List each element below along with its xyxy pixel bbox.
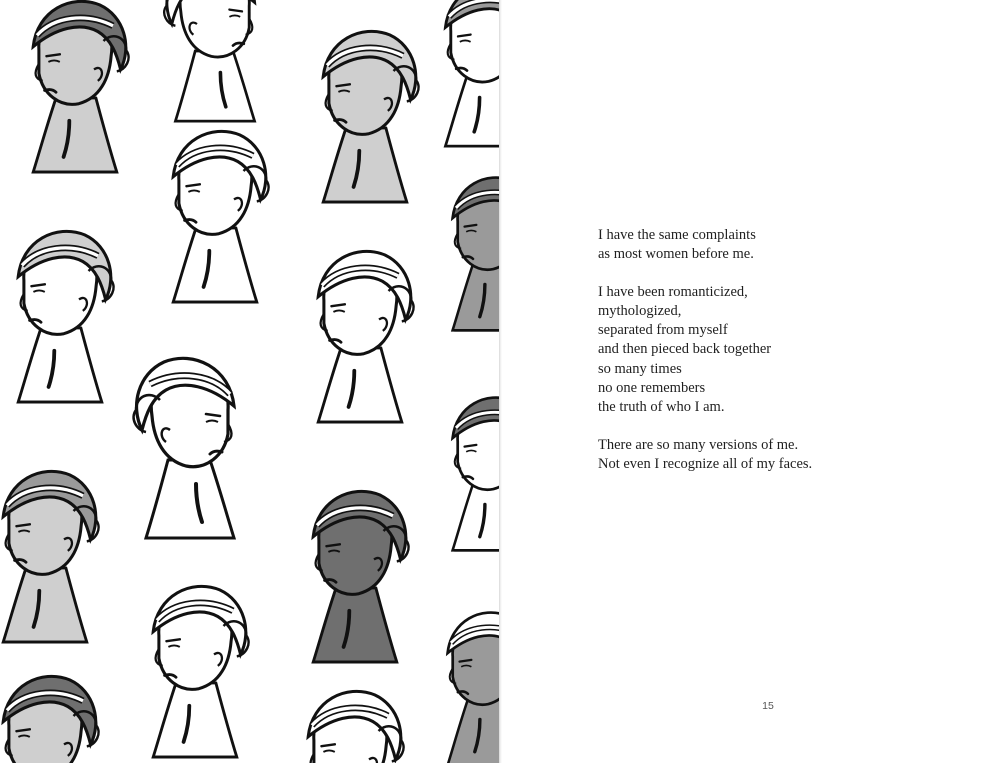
poem-stanza-3 [598, 436, 958, 474]
bust-head-illustration [445, 0, 500, 146]
poem-line: no one remembers [598, 379, 706, 396]
bust-head-illustration [453, 398, 500, 551]
poem-line: I have been romanticized, [598, 284, 748, 301]
bust-head-illustration [453, 178, 500, 331]
poem-stanza-1 [598, 226, 958, 264]
poem [598, 226, 958, 493]
poem-line: mythologized, [598, 303, 682, 320]
bust-head-illustration [164, 0, 254, 121]
poem-stanza-2 [598, 283, 958, 417]
bust-head-illustration [3, 471, 98, 642]
bust-head-illustration [3, 676, 98, 763]
bust-head-illustration [134, 358, 234, 538]
poem-line: and then pieced back together [598, 341, 772, 358]
bust-head-illustration [173, 131, 268, 302]
page-number: 15 [762, 700, 774, 712]
poem-line: There are so many versions of me. [598, 436, 799, 453]
bust-head-illustration [33, 1, 128, 172]
poem-line: Not even I recognize all of my faces. [598, 455, 813, 472]
bust-head-illustration [323, 31, 418, 202]
poem-line: I have the same complaints [598, 227, 756, 243]
bust-head-illustration [153, 586, 248, 757]
bust-head-illustration [318, 251, 413, 422]
poem-line: as most women before me. [598, 246, 754, 263]
bust-head-illustration [18, 231, 113, 402]
bust-head-illustration [448, 613, 500, 763]
poem-line: the truth of who I am. [598, 398, 725, 415]
bust-head-illustration [308, 691, 403, 763]
poem-line: separated from myself [598, 322, 728, 339]
bust-head-illustration [313, 491, 408, 662]
text-page [502, 0, 1000, 763]
poem-line: so many times [598, 360, 682, 377]
